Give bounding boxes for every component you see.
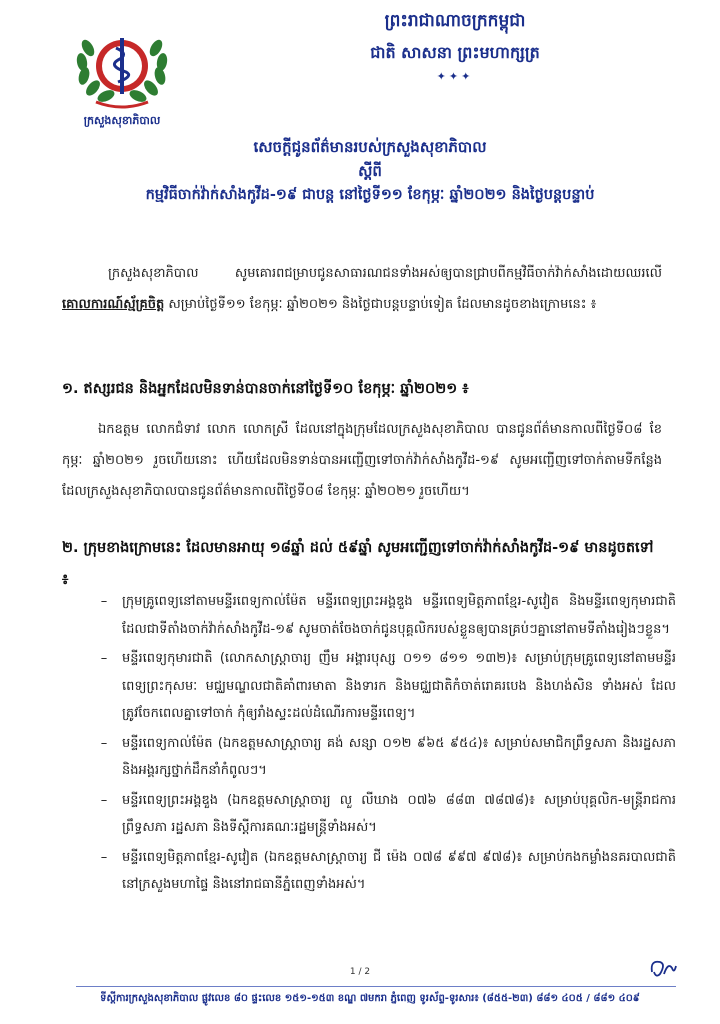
list-item <box>96 844 676 899</box>
document-title: សេចក្តីជូនព័ត៌មានរបស់ក្រសួងសុខាភិបាល <box>253 138 487 156</box>
list-item <box>96 730 676 785</box>
handwritten-initials-icon <box>646 954 680 982</box>
vaccination-site-list <box>96 588 676 901</box>
intro-text-start: ក្រសួងសុខាភិបាល សូមគោរពជម្រាបជូនសាធារណជនទាំងអស់ឲ្យបានជ្រាបពីកម្មវិធីចាក់វ៉ាក់សាំងដោយឈរលើ <box>108 266 662 281</box>
intro-paragraph <box>62 258 662 320</box>
ministry-emblem-icon <box>66 18 178 114</box>
list-item-text: មន្ទីរពេទ្យមិត្តភាពខ្មែរ-សូវៀត (ឯកឧត្តមសាស្ត្រាចារ្យ ជី ម៉េង ០៧៨ ៩៩៧ ៩៧៨)៖ សម្រាប់កងកម្លាំងនគរបាលជាតិនៅក្រសួងមហាផ្ទៃ និងនៅរាជធានីភ្នំពេញទាំងអស់។ <box>122 849 676 892</box>
kingdom-heading: ព្រះរាជាណាចក្រកម្ពុជា <box>384 11 526 31</box>
bullet-dash: – <box>100 849 108 865</box>
list-item <box>96 588 676 643</box>
document-subtitle-connector: ស្តីពី <box>358 162 382 180</box>
list-item-text: មន្ទីរពេទ្យព្រះអង្គឌួង (ឯកឧត្តមសាស្ត្រាចារ្យ លួ លីឃាង ០៧៦ ៨៨៣ ៧៨៧៨)៖ សម្រាប់បុគ្គលិក-មន្ត្រីរាជការព្រឹទ្ធសភា រដ្ឋសភា និងទីស្តីការគណៈរដ្ឋមន្ត្រីទាំងអស់។ <box>122 792 676 835</box>
header-ornament: ✦✦✦ <box>436 70 474 83</box>
voluntary-policy-emphasis: គោលការណ៍ស្ម័គ្រចិត្ត <box>62 297 165 312</box>
list-item-text: មន្ទីរពេទ្យកាល់ម៉ែត (ឯកឧត្តមសាស្ត្រាចារ្យ គង់ សន្សា ០១២ ៩៦៥ ៩៥៤)៖ សម្រាប់សមាជិកព្រឹទ្ធសភា និងរដ្ឋសភា និងអង្គរក្សថ្នាក់ដឹកនាំកំពូលៗ។ <box>122 735 676 778</box>
list-item <box>96 787 676 842</box>
bullet-dash: – <box>100 651 108 666</box>
footer-address: ទីស្តីការក្រសួងសុខាភិបាល ផ្លូវលេខ ៨០ ផ្ទះលេខ ១៥១-១៥៣ ខណ្ឌ ៧មករា ភ្នំពេញ ទូរស័ព្ទ-ទូរសារ៖ (៨៥៥-២៣) ៨៨១ ៤០៥ / ៨៨១ ៤០៩ <box>100 993 640 1004</box>
ministry-label: ក្រសួងសុខាភិបាល <box>83 114 161 127</box>
document-subject: កម្មវិធីចាក់វ៉ាក់សាំងកូវីដ-១៩ ជាបន្ត នៅថ្ងៃទី១១ ខែកុម្ភៈ ឆ្នាំ២០២១ និងថ្ងៃបន្តបន្ទាប់ <box>145 187 595 203</box>
bullet-dash: – <box>100 792 108 808</box>
list-item-text: មន្ទីរពេទ្យកុមារជាតិ (លោកសាស្ត្រាចារ្យ ញឹម អង្គារបុស្ស ០១១ ៨១១ ១៣២)៖ សម្រាប់ក្រុមគ្រូពេទ្យនៅតាមមន្ទីរពេទ្យព្រះកុសមៈ មជ្ឈមណ្ឌលជាតិគាំពារមាតា និងទារក និងមជ្ឈជាតិកំចាត់រោគរបេង និងហង់សិន ទាំងអស់ ដែលត្រូវចែកពេលគ្នាទៅចាក់ កុំឲ្យរាំងស្ទះដល់ដំណើរការមន្ទីរពេទ្យ។ <box>122 651 676 721</box>
list-item <box>96 645 676 728</box>
intro-text-end: សម្រាប់ថ្ងៃទី១១ ខែកុម្ភៈ ឆ្នាំ២០២១ និងថ្ងៃជាបន្តបន្ទាប់ទៀត ដែលមានដូចខាងក្រោមនេះ ៖ <box>164 297 597 312</box>
page-number: 1 / 2 <box>349 967 371 977</box>
section-1-body: ឯកឧត្តម លោកជំទាវ លោក លោកស្រី ដែលនៅក្នុងក្រុមដែលក្រសួងសុខាភិបាល បានជូនព័ត៌មានកាលពីថ្ងៃទី០៨ ខែកុម្ភៈ ឆ្នាំ២០២១ រួចហើយនោះ ហើយដែលមិនទាន់បានអញ្ជើញទៅចាក់វ៉ាក់សាំងកូវីដ-១៩ សូមអញ្ជើញទៅចាក់តាមទីកន្លែងដែលក្រសួងសុខាភិបាលបានជូនព័ត៌មានកាលពីថ្ងៃទី០៨ ខែកុម្ភៈ ឆ្នាំ២០២១ រួចហើយ។ <box>62 422 662 499</box>
bullet-dash: – <box>100 735 108 751</box>
list-item-text: ក្រុមគ្រូពេទ្យនៅតាមមន្ទីរពេទ្យកាល់ម៉ែត មន្ទីរពេទ្យព្រះអង្គឌួង មន្ទីរពេទ្យមិត្តភាពខ្មែរ-សូវៀត និងមន្ទីរពេទ្យកុមារជាតិ ដែលជាទីតាំងចាក់វ៉ាក់សាំងកូវីដ-១៩ សូមចាត់ចែងចាក់ជូនបុគ្គលិករបស់ខ្លួនឲ្យបានគ្រប់ៗគ្នានៅតាមទីតាំងរៀងៗខ្លួន។ <box>122 594 676 637</box>
ministry-logo <box>52 18 192 138</box>
section-1-heading: ១. ឥស្សរជន និងអ្នកដែលមិនទាន់បានចាក់នៅថ្ងៃទី១០ ខែកុម្ភៈ ឆ្នាំ២០២១ ៖ <box>62 381 469 397</box>
bullet-dash: – <box>100 594 108 609</box>
footer-divider <box>76 986 676 987</box>
national-motto: ជាតិ សាសនា ព្រះមហាក្សត្រ <box>370 43 540 62</box>
section-2-heading: ២. ក្រុមខាងក្រោមនេះ ដែលមានអាយុ ១៨ឆ្នាំ ដល់ ៥៩ឆ្នាំ សូមអញ្ជើញទៅចាក់វ៉ាក់សាំងកូវីដ-១៩ មានដូចតទៅ ៖ <box>62 540 654 588</box>
